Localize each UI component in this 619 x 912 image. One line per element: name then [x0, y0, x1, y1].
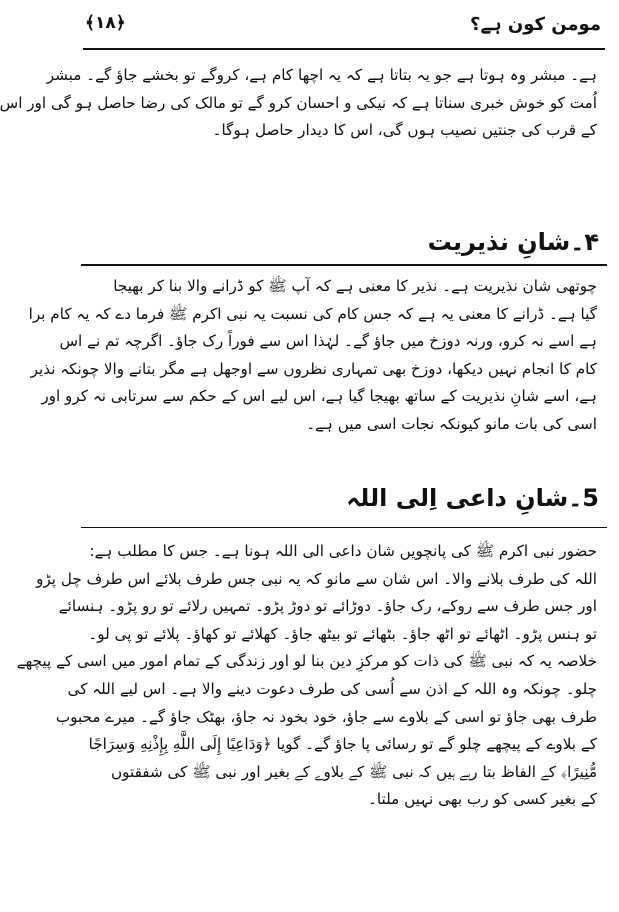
text-line: ہے اسے نہ کرو، ورنہ دوزخ میں جاؤ گے۔ لہٰذا اس سے فوراً رک جاؤ۔ اگرچہ تم نے اس [59, 332, 597, 351]
text-line: کے بلاوے کے پیچھے چلو گے تو رسائی پا جاؤ گے۔ گویا ﴿وَدَاعِيًا إِلَى اللَّهِ بِإِذْنِهِ وَسِرَاجًا [88, 735, 597, 754]
text-line: ہے۔ مبشر وہ ہوتا ہے جو یہ بتاتا ہے کہ یہ اچھا کام ہے، کروگے تو بخشے جاؤ گے۔ مبشر [46, 66, 597, 84]
section-number: 5۔ [568, 484, 599, 512]
page-number-value: ١٨ [94, 13, 116, 33]
text-line: اسی کی بات مانو کیونکہ نجات اسی میں ہے۔ [306, 414, 597, 433]
section-5-paragraph [16, 538, 597, 814]
page-header [83, 8, 605, 48]
text-line: چلو۔ چونکہ وہ اللہ کے اذن سے اُسی کی طرف دعوت دینے والا ہے۔ اس لیے اللہ کی [67, 679, 597, 698]
text-line: گیا ہے۔ ڈرانے کا معنی یہ ہے کہ جس کام کی نسبت یہ نبی اکرم ﷺ فرما دے کہ یہ کام برا [28, 304, 597, 323]
page-number: ﴾١٨﴿ [85, 13, 126, 33]
text-line: مُّنِيرًا﴾ کے الفاظ بتا رہے ہیں کہ نبی ﷺ کے بلاوے کے بغیر اور نبی ﷺ کی شفقتوں [111, 762, 597, 781]
text-line: کام کا انجام نہیں دیکھا، دوزخ بھی تمہاری نظروں سے اوجھل ہے مگر بتانے والا چونکہ نذیر [30, 359, 597, 378]
intro-paragraph [0, 62, 597, 145]
text-line: تو ہنس پڑو۔ اٹھائے تو اٹھ جاؤ۔ بٹھائے تو بیٹھ جاؤ۔ کھلائے تو کھاؤ۔ پلائے تو پی لو۔ [88, 624, 597, 643]
header-rule [83, 48, 605, 50]
text-line: اور جس طرف سے روکے، رک جاؤ۔ دوڑائے تو دوڑ پڑو۔ تمہیں رلائے تو رو پڑو۔ ہنسائے [58, 597, 597, 616]
running-title: مومن کون ہے؟ [470, 14, 601, 35]
section-4-paragraph [28, 273, 597, 439]
section-title: شانِ داعی اِلی اللہ [346, 484, 569, 512]
text-line: حضور نبی اکرم ﷺ کی پانچویں شان داعی الی اللہ ہونا ہے۔ جس کا مطلب ہے: [89, 542, 597, 560]
text-line: چوتھی شان نذیریت ہے۔ نذیر کا معنی ہے کہ آپ ﷺ کو ڈرانے والا بنا کر بھیجا [113, 277, 597, 295]
text-line: ہے، اسے شانِ نذیریت کے ساتھ بھیجا گیا ہے، اس لیے اس کے حکم سے سرتابی نہ کرو اور [41, 387, 597, 406]
text-line: اُمت کو خوش خبری سناتا ہے کہ نیکی و احسان کرو گے تو مالک کی رضا حاصل ہو گی اور اس [0, 93, 597, 112]
section-5-heading [346, 484, 599, 512]
text-line: طرف بھی جاؤ تو اسی کے بلاوے سے جاؤ، خود بخود نہ جاؤ، بھٹک جاؤ گے۔ میرے محبوب [55, 707, 597, 726]
section-4-heading [428, 228, 599, 256]
section-rule [81, 264, 607, 266]
section-title: شانِ نذیریت [427, 228, 571, 256]
text-line: اللہ کی طرف بلانے والا۔ اس شان سے مانو کہ یہ نبی جس طرف بلائے اس طرف چل پڑو [36, 569, 597, 588]
section-number: ۴۔ [570, 228, 599, 256]
text-line: خلاصہ یہ کہ نبی ﷺ کی ذات کو مرکزِ دین بنا لو اور زندگی کے تمام امور میں اسی کے پیچھے [16, 652, 597, 671]
text-line: کے بغیر کسی کو رب بھی نہیں ملتا۔ [367, 790, 597, 809]
text-line: کے قرب کی جنتیں نصیب ہوں گی، اس کا دیدار حاصل ہوگا۔ [212, 121, 597, 140]
section-rule [81, 527, 607, 528]
